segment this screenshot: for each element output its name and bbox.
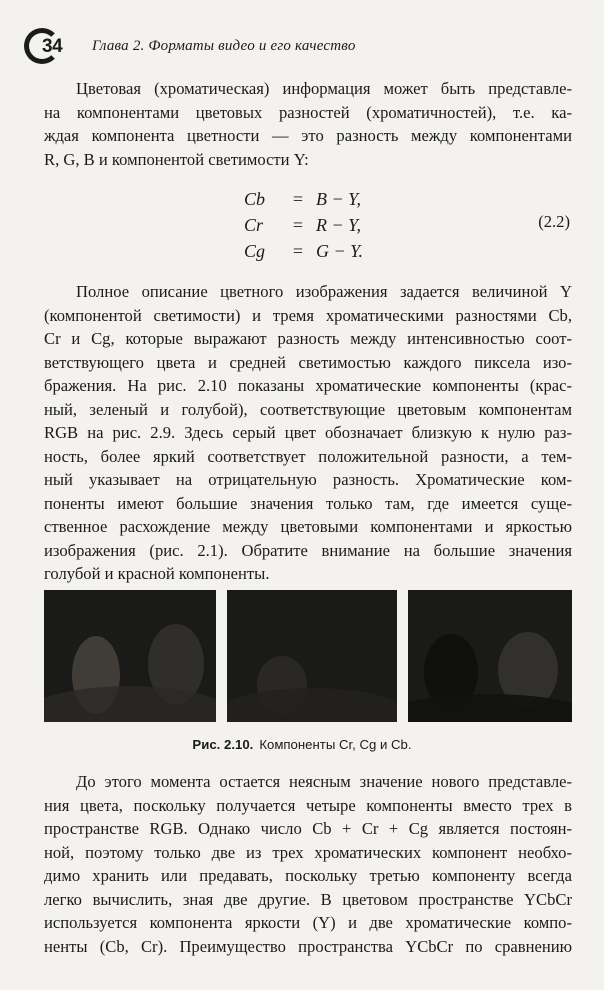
text-line: ветствующего цвета и средней светимостью каждого пиксела изо- (44, 352, 572, 372)
page-header (24, 28, 584, 68)
text-line: ждая компонента цветности — это разность между компонентами (44, 126, 572, 145)
equation-rhs: B − Y, (316, 188, 361, 209)
text-line: димо хранить или предавать, поскольку третью компоненту всегда (44, 866, 572, 885)
figure-caption-text: Компоненты Cr, Cg и Cb. (259, 737, 412, 752)
figure-chroma-components (44, 590, 572, 722)
text-line: изображения (рис. 2.1). Обратите внимание на большие значения (44, 540, 572, 560)
text-line: пространстве RGB. Однако число Cb + Cr + Cg является постоян- (44, 819, 572, 838)
equation-row (244, 212, 363, 238)
equation-rhs: G − Y. (316, 240, 364, 261)
text-line: ственное расхождение между цветовыми компонентами и яркостью (44, 517, 572, 536)
paragraph-ycbcr-explanation (44, 770, 572, 958)
equation-number: (2.2) (538, 212, 570, 231)
text-line: бражения. На рис. 2.10 показаны хроматические компоненты (крас- (44, 376, 572, 395)
paragraph-color-description (44, 280, 572, 586)
text-line: ный указывает на отрицательную разность. Хроматические ком- (44, 470, 572, 489)
image-cb-component (408, 590, 572, 722)
text-line: (компонентой светимости) и тремя хроматическими разностями Cb, (44, 305, 572, 325)
text-line: ность, более яркий соответствует положительной разности, а тем- (44, 446, 572, 466)
image-cg-component (227, 590, 397, 722)
text-line: голубой и красной компоненты. (44, 564, 270, 583)
page-number: 34 (42, 36, 63, 57)
text-line: R, G, B и компонентой светимости Y: (44, 149, 309, 169)
equation-lhs: Cg (244, 240, 266, 261)
equation-operator: = (292, 240, 304, 261)
figure-caption-label: Рис. 2.10. (192, 737, 254, 752)
equation-row (244, 238, 363, 264)
equation-operator: = (292, 214, 304, 235)
text-line: поненты имеют большие значения только там, где имеется суще- (44, 493, 572, 513)
text-line: Полное описание цветного изображения задается величиной Y (76, 282, 572, 301)
text-line: ный, зеленый и голубой), соответствующие цветовым компонентам (44, 399, 572, 419)
equation-lhs: Cr (244, 214, 264, 235)
text-line: ния цвета, поскольку получается четыре компоненты вместо трех в (44, 795, 572, 815)
equation-row (244, 186, 363, 212)
equation-block (244, 186, 363, 264)
equation-operator: = (292, 188, 304, 209)
text-line: ненты (Cb, Cr). Преимущество пространства YCbCr по сравнению (44, 936, 572, 956)
text-line: легко вычислить, зная две другие. В цветовом пространстве YCbCr (44, 889, 572, 909)
text-line: Cr и Cg, которые выражают разность между интенсивностью соот- (44, 329, 572, 348)
text-line: используется компонента яркости (Y) и две хроматические компо- (44, 913, 572, 932)
running-chapter-title: Глава 2. Форматы видео и его качество (92, 38, 356, 54)
text-line: До этого момента остается неясным значение нового представле- (76, 772, 572, 791)
paragraph-chroma-intro (44, 77, 572, 171)
equation-lhs: Cb (244, 188, 266, 209)
text-line: на компонентами цветовых разностей (хроматичностей), т.е. ка- (44, 102, 572, 122)
figure-caption (0, 737, 604, 752)
text-line: Цветовая (хроматическая) информация может быть представле- (76, 79, 572, 98)
text-line: ной, поэтому только две из трех хроматических компонент необхо- (44, 842, 572, 862)
text-line: RGB на рис. 2.9. Здесь серый цвет обозначает близкую к нулю раз- (44, 423, 572, 442)
image-cr-component (44, 590, 216, 722)
equation-rhs: R − Y, (316, 214, 361, 235)
